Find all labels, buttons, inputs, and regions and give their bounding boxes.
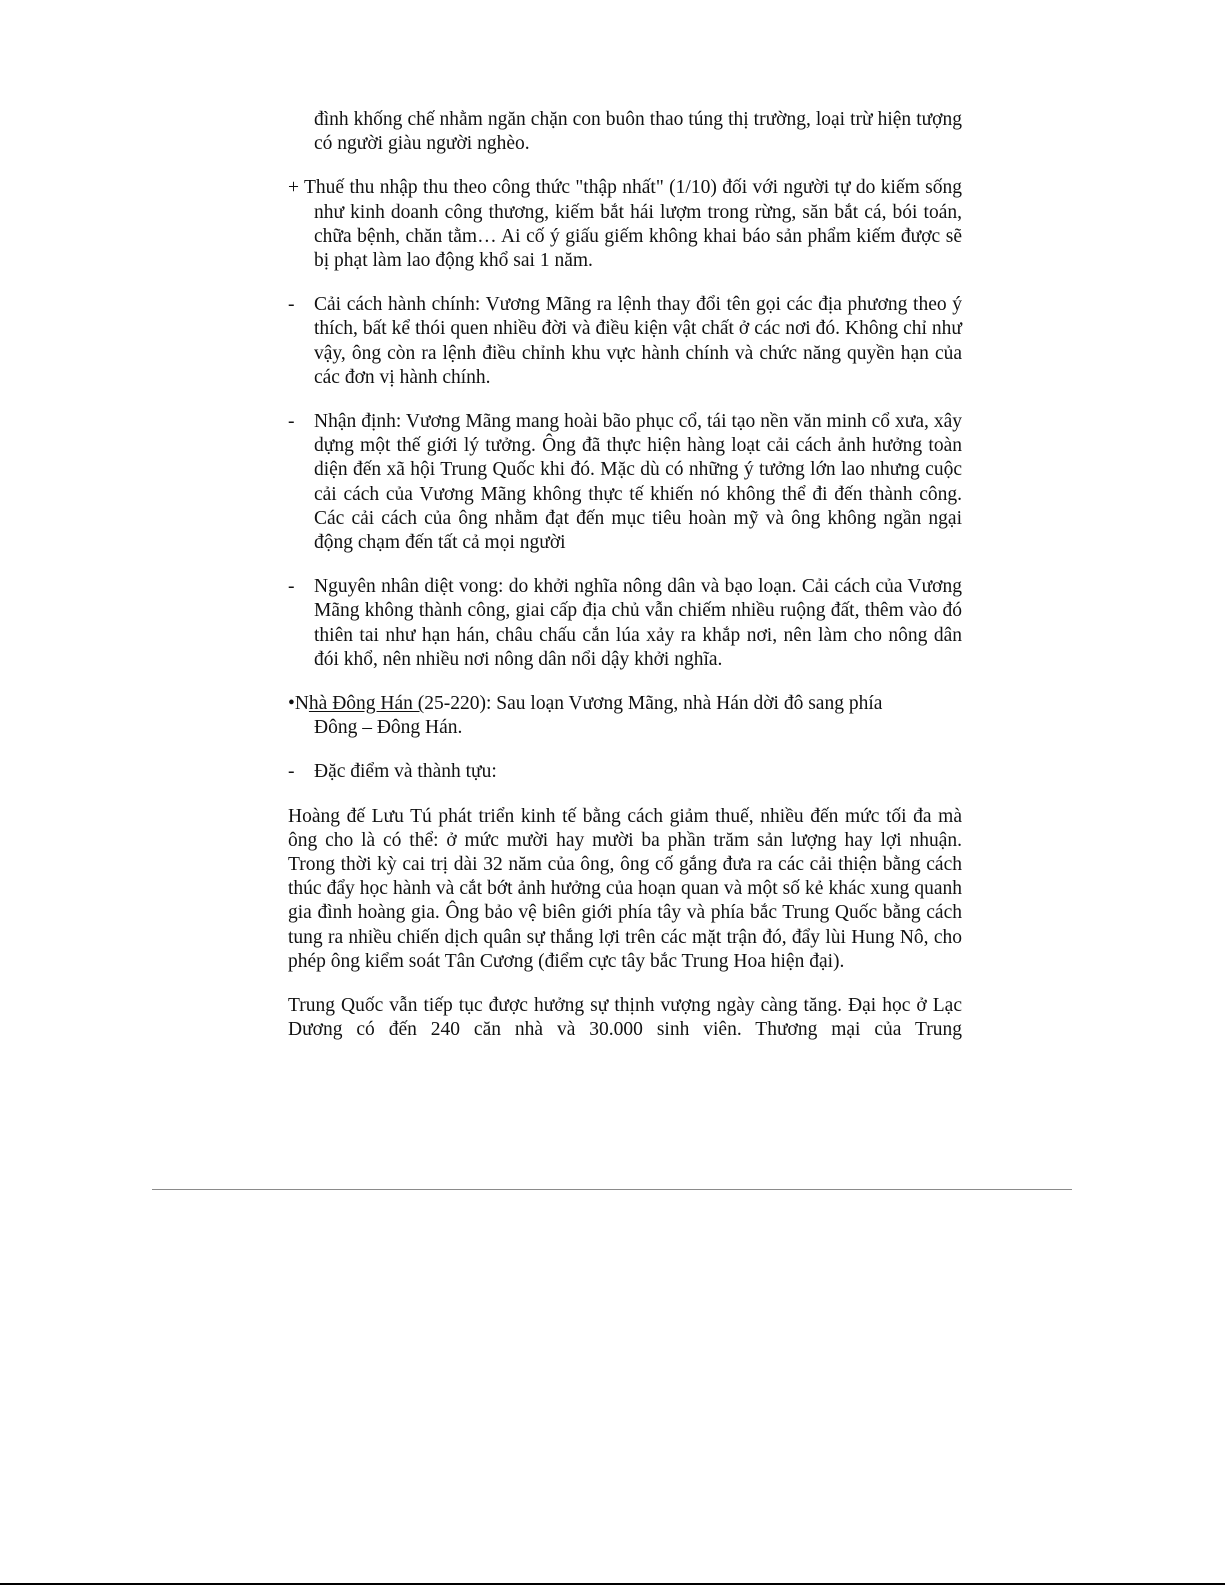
dash-marker: - [288,576,295,598]
paragraph-assessment: Nhận định: Vương Mãng mang hoài bão phục cổ, tái tạo nền văn minh cổ xưa, xây dựng một thế giới lý tưởng. Ông đã thực hiện hàng loạt cải cách ảnh hưởng toàn diện đến xã hội Trung Quốc khi đó. Mặc dù có những ý tưởng lớn lao nhưng cuộc cải cách của Vương Mãng không thực tế khiến nó không thể đi đến thành công. Các cải cách của ông nhằm đạt đến mục tiêu hoàn mỹ và ông không ngần ngại động chạm đến tất cả mọi người [314,411,962,554]
paragraph-downfall-causes: Nguyên nhân diệt vong: do khởi nghĩa nông dân và bạo loạn. Cải cách của Vương Mãng không thành công, giai cấp địa chủ vẫn chiếm nhiều ruộng đất, thêm vào đó thiên tai như hạn hán, châu chấu cắn lúa xảy ra khắp nơi, nên làm cho nông dân đói khổ, nên nhiều nơi nông dân nổi dậy khởi nghĩa. [314,576,962,670]
heading-line-1 [288,692,962,716]
section-heading-eastern-han [288,692,962,740]
paragraph-prosperity: Trung Quốc vẫn tiếp tục được hưởng sự thịnh vượng ngày càng tăng. Đại học ở Lạc Dương có đến 240 căn nhà và 30.000 sinh viên. Thương mại của Trung [288,995,962,1041]
list-item-assessment [288,410,962,555]
list-item-features [288,760,962,784]
heading-title: hà Đông Hán ( [308,693,425,715]
document-body [288,108,962,1043]
list-item-administrative-reform [288,293,962,390]
paragraph-luu-tu: Hoàng đế Lưu Tú phát triển kinh tế bằng cách giảm thuế, nhiều đến mức tối đa mà ông cho là có thể: ở mức mười hay mười ba phần trăm sản lượng hay lợi nhuận. Trong thời kỳ cai trị dài 32 năm của ông, ông cố gắng đưa ra các cải thiện bằng cách thúc đẩy học hành và cắt bớt ảnh hưởng của hoạn quan và một số kẻ khác xung quanh gia đình hoàng gia. Ông bảo vệ biên giới phía tây và phía bắc Trung Quốc bằng cách tung ra nhiều chiến dịch quân sự thắng lợi trên các mặt trận đó, đẩy lùi Hung Nô, cho phép ông kiểm soát Tân Cương (điểm cực tây bắc Trung Hoa hiện đại). [288,805,962,972]
paragraph-income-tax: + Thuế thu nhập thu theo công thức "thập nhất" (1/10) đối với người tự do kiếm sống như kinh doanh công thương, kiếm bắt hái lượm trong rừng, săn bắt cá, bói toán, chữa bệnh, chăn tằm… Ai cố ý giấu giếm không khai báo sản phẩm kiếm được sẽ bị phạt làm lao động khổ sai 1 năm. [288,177,962,272]
paragraph-features: Đặc điểm và thành tựu: [314,761,497,783]
heading-line-2: Đông – Đông Hán. [314,717,463,739]
paragraph-price-control: đình khống chế nhằm ngăn chặn con buôn thao túng thị trường, loại trừ hiện tượng có người giàu người nghèo. [314,109,962,155]
heading-bullet: •N [288,693,309,715]
heading-rest: 25-220): Sau loạn Vương Mãng, nhà Hán dời đô sang phía [424,693,883,715]
page-divider [152,1189,1072,1190]
paragraph-administrative-reform: Cải cách hành chính: Vương Mãng ra lệnh thay đổi tên gọi các địa phương theo ý thích, bất kể thói quen nhiều đời và điều kiện vật chất ở các nơi đó. Không chỉ như vậy, ông còn ra lệnh điều chỉnh khu vực hành chính và chức năng quyền hạn của các đơn vị hành chính. [314,294,962,388]
dash-marker: - [288,294,295,316]
dash-marker: - [288,761,295,783]
list-item-downfall-causes [288,575,962,672]
dash-marker: - [288,411,295,433]
